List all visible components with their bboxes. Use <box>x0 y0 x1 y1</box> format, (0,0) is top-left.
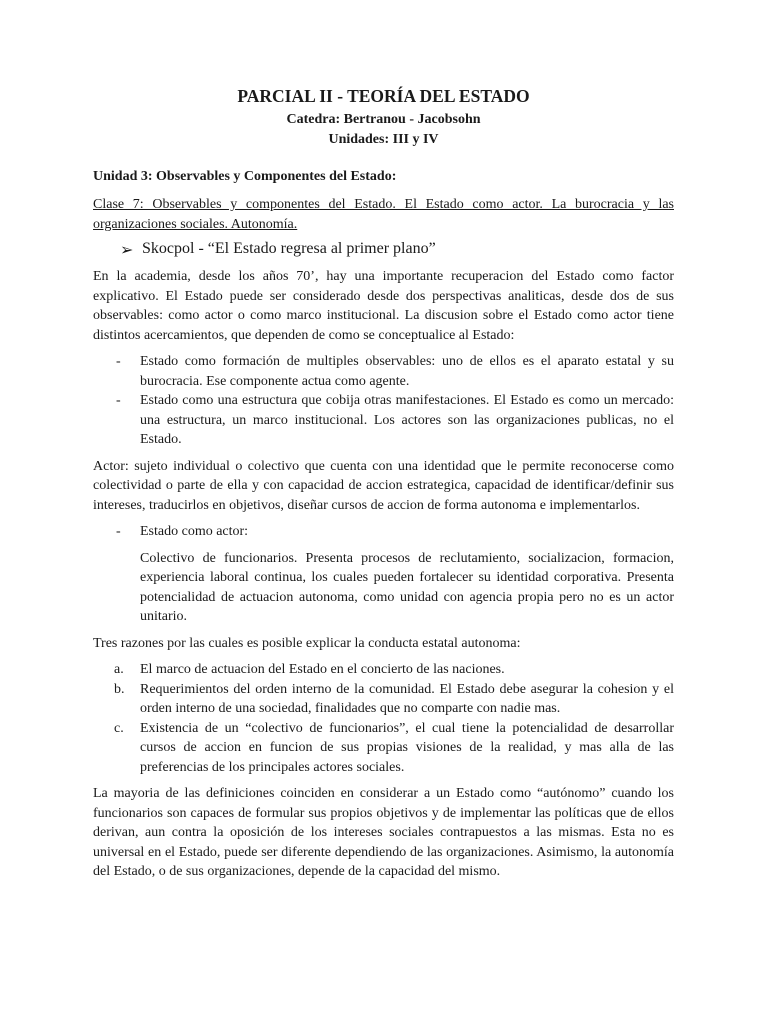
list-item-text: Estado como actor: <box>140 524 249 539</box>
author-bullet-text: Skocpol - “El Estado regresa al primer plano” <box>142 240 436 257</box>
paragraph-intro: En la academia, desde los años 70’, hay una importante recuperacion del Estado como factor explicativo. El Estado puede ser considerado desde dos perspectivas analiticas, desde dos de sus observables: como actor o como marco institucional. La discusion sobre el Estado como actor tiene distintos acercamientos, que dependen de como se conceptualice al Estado: <box>93 269 674 343</box>
list-item <box>93 352 674 391</box>
list-item <box>93 522 674 542</box>
class-heading: Clase 7: Observables y componentes del Estado. El Estado como actor. La burocracia y las organizaciones sociales. Autonomía. <box>93 197 674 232</box>
list-item <box>93 680 674 719</box>
arrow-bullet-icon: ➢ <box>120 242 134 259</box>
list-item-text: Estado como formación de multiples observables: uno de ellos es el aparato estatal y su burocracia. Ese componente actua como agente. <box>140 354 674 389</box>
author-bullet <box>120 240 674 260</box>
dash-marker: - <box>116 354 121 369</box>
unidades-line: Unidades: III y IV <box>328 132 439 147</box>
list-item-text: Requerimientos del orden interno de la comunidad. El Estado debe asegurar la cohesion y el orden interno de una sociedad, finalidades que no comparte con nadie mas. <box>140 681 674 716</box>
dash-marker: - <box>116 524 121 539</box>
list-item <box>93 391 674 450</box>
catedra-line: Catedra: Bertranou - Jacobsohn <box>286 112 481 127</box>
actor-definition: Actor: sujeto individual o colectivo que cuenta con una identidad que le permite reconocerse como colectividad o parte de ella y con capacidad de accion estrategica, capacidad de identificar/definir sus intereses, traducirlos en objetivos, diseñar cursos de accion de forma autonoma e implementarlos. <box>93 458 674 513</box>
perspectives-list <box>93 352 674 450</box>
list-item <box>93 719 674 778</box>
list-item-text: El marco de actuacion del Estado en el concierto de las naciones. <box>140 662 505 677</box>
estado-actor-list <box>93 522 674 542</box>
letter-marker: b. <box>114 681 125 697</box>
reasons-list <box>93 660 674 777</box>
document-title: PARCIAL II - TEORÍA DEL ESTADO <box>237 86 530 106</box>
reasons-intro: Tres razones por las cuales es posible explicar la conducta estatal autonoma: <box>93 635 521 651</box>
dash-marker: - <box>116 393 121 408</box>
colectivo-paragraph: Colectivo de funcionarios. Presenta procesos de reclutamiento, socializacion, formacion, experiencia laboral continua, los cuales pueden fortalecer su identidad corporativa. Presenta potencialidad de actuacion autonoma, como unidad con agencia propia pero no es un actor unitario. <box>140 550 674 624</box>
list-item <box>93 660 674 680</box>
closing-paragraph: La mayoria de las definiciones coinciden en considerar a un Estado como “autónomo” cuando los funcionarios son capaces de formular sus propios objetivos y de implementar las políticas que de ellos derivan, aun contra la oposición de los intereses sociales contrapuestos a las mismas. Esta no es universal en el Estado, puede ser diferente dependiendo de las organizaciones. Asimismo, la autonomía del Estado, o de sus organizaciones, depende de la capacidad del mismo. <box>93 786 674 879</box>
list-item-text: Existencia de un “colectivo de funcionarios”, el cual tiene la potencialidad de desarrollar cursos de accion en funcion de sus propias visiones de la realidad, y mas alla de las preferencias de los principales actores sociales. <box>140 720 674 775</box>
list-item-text: Estado como una estructura que cobija otras manifestaciones. El Estado es como un mercado: una estructura, un marco institucional. Los actores son las organizaciones publicas, no el Estado. <box>140 393 674 447</box>
letter-marker: a. <box>114 662 124 677</box>
letter-marker: c. <box>114 720 124 736</box>
unit-heading: Unidad 3: Observables y Componentes del Estado: <box>93 169 397 184</box>
